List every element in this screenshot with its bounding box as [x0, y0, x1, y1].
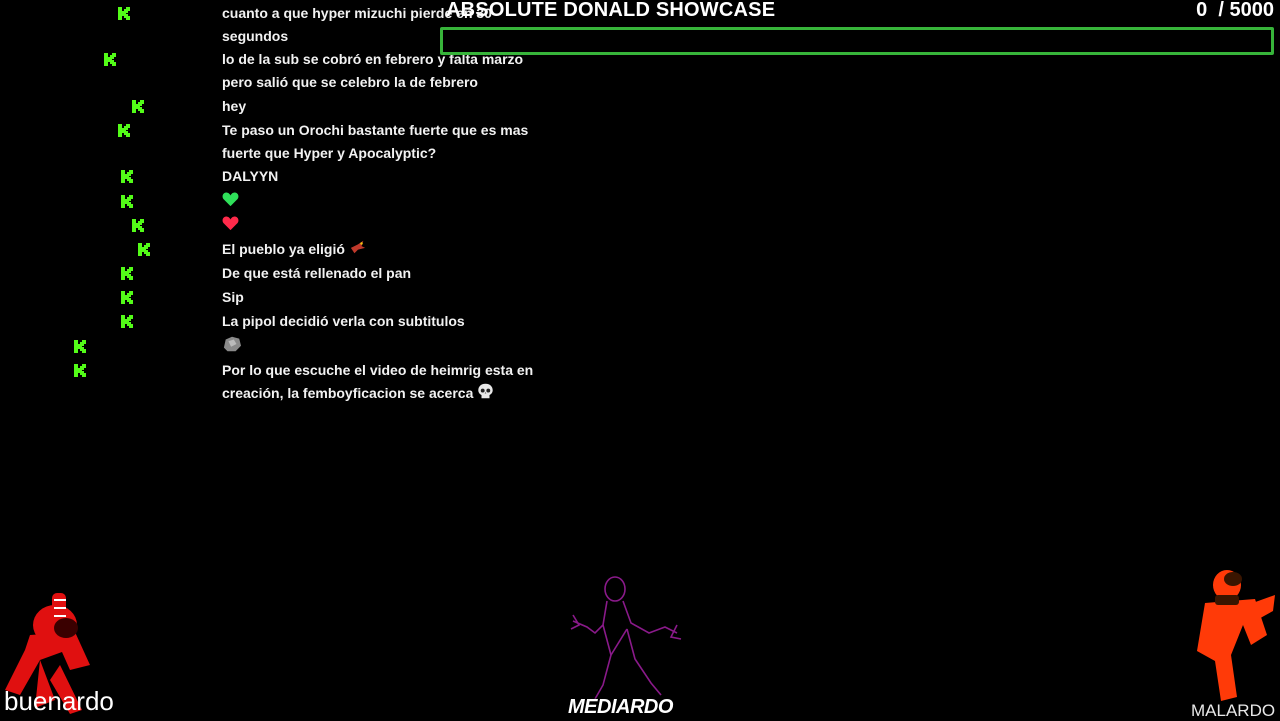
chat-message-text: [222, 335, 552, 360]
chat-message-body: lo de la sub se cobró en febrero y falta marzo pero salió que se celebro la de febrero: [222, 51, 524, 90]
chat-message-body: Por lo que escuche el video de heimrig esta en creación, la femboyficacion se acerca: [222, 362, 534, 401]
kick-badge-icon: [121, 291, 133, 304]
goal-target: 5000: [1229, 0, 1274, 21]
kick-badge-icon: [121, 170, 133, 183]
chat-message-body: DALYYN: [222, 168, 279, 184]
chat-message-text: [222, 262, 552, 285]
chat-message-text: [222, 214, 552, 238]
character-label-left: buenardo: [4, 686, 114, 716]
goal-progress-bar: [440, 27, 1274, 55]
kick-badge-icon: [138, 243, 150, 256]
skull-emote: [477, 383, 494, 406]
chat-message-text: [222, 190, 552, 214]
goal-title: ABSOLUTE DONALD SHOWCASE: [446, 0, 776, 21]
goal-separator: /: [1218, 0, 1224, 21]
chat-message-text: [222, 165, 552, 188]
orange-character-icon: [1185, 565, 1280, 705]
chat-message-body: cuanto a que hyper mizuchi pierde en 30 segundos: [222, 5, 492, 44]
kick-badge-icon: [121, 267, 133, 280]
red-heart-emote: [222, 215, 239, 238]
chat-message-body: hey: [222, 98, 247, 114]
kick-badge-icon: [118, 7, 130, 20]
kick-badge-icon: [132, 219, 144, 232]
character-label-right: MALARDO: [1191, 701, 1276, 720]
kick-badge-icon: [132, 100, 144, 113]
rock-emote: [222, 335, 242, 360]
kick-badge-icon: [121, 195, 133, 208]
chat-message-body: Te paso un Orochi bastante fuerte que es mas fuerte que Hyper y Apocalyptic?: [222, 122, 529, 161]
kick-badge-icon: [118, 124, 130, 137]
character-label-center: MEDIARDO: [568, 696, 673, 718]
chat-message-text: [222, 238, 552, 262]
outline-character-icon: [565, 575, 685, 705]
chat-message-text: [222, 286, 552, 309]
chat-message-body: De que está rellenado el pan: [222, 265, 412, 281]
kick-badge-icon: [74, 364, 86, 377]
kick-badge-icon: [74, 340, 86, 353]
chat-message-text: [222, 310, 552, 333]
chat-message-body: Sip: [222, 289, 244, 305]
bird-emote: [349, 239, 367, 262]
goal-counter: [1196, 0, 1274, 22]
green-heart-emote: [222, 191, 239, 214]
chat-message-text: [222, 119, 552, 165]
goal-current: 0: [1196, 0, 1208, 21]
chat-message-body: La pipol decidió verla con subtitulos: [222, 313, 465, 329]
kick-badge-icon: [104, 53, 116, 66]
chat-message-body: El pueblo ya eligió: [222, 241, 345, 257]
chat-message-text: [222, 359, 552, 406]
kick-badge-icon: [121, 315, 133, 328]
chat-message-text: [222, 95, 552, 118]
